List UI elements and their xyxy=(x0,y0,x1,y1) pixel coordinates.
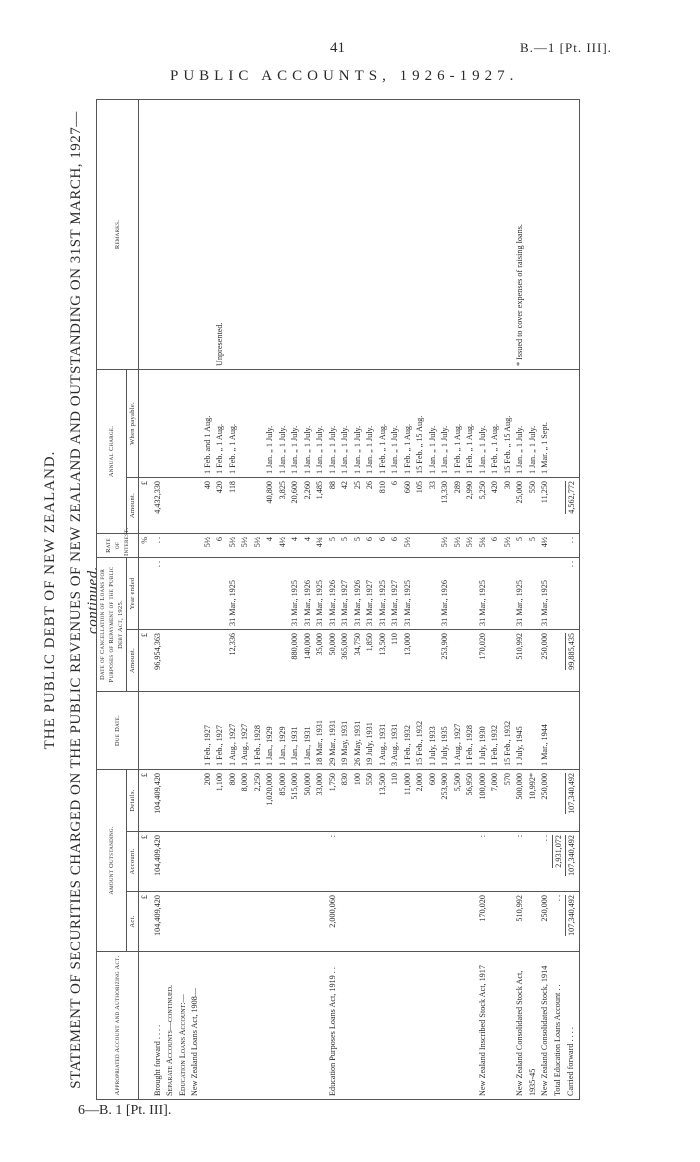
table-row xyxy=(552,99,566,1099)
cell: 4½ xyxy=(277,533,290,557)
currency-symbol: £ xyxy=(139,832,152,892)
cell: 1 Feb. „ 1 Aug. xyxy=(227,423,237,474)
cell: 1 Feb., 1928 xyxy=(252,725,262,766)
cell: 31 Mar., 1926 xyxy=(439,557,477,629)
total-education-amount: 2,931,072 xyxy=(552,835,566,868)
cell: 31 Mar., 1926 xyxy=(352,580,362,626)
cell: 250,000 xyxy=(539,629,552,691)
cell: 26 xyxy=(365,480,374,490)
rate-stack xyxy=(202,533,265,557)
cell: 40 xyxy=(202,480,212,490)
cell: 253,900 xyxy=(439,629,477,691)
cell: 1 Jan. „ 1 July. xyxy=(264,369,277,477)
currency-symbol: £ xyxy=(139,629,152,691)
due-stack xyxy=(289,691,439,769)
cancel-year-stack xyxy=(289,557,439,629)
cell: 35,000 xyxy=(315,632,324,656)
cell: 5½ xyxy=(465,536,474,548)
cell: 31 Mar., 1925 xyxy=(539,557,552,629)
cell: 5¼ xyxy=(477,536,487,548)
cell: 2,250 xyxy=(252,772,262,792)
table-row xyxy=(177,99,190,1099)
charge-stack xyxy=(289,477,439,533)
cell: 5½ xyxy=(440,536,449,548)
cell: 5½ xyxy=(227,536,237,548)
cell: 104,409,420 xyxy=(152,769,165,831)
due-stack xyxy=(202,691,265,769)
consolidated-stock-1914-label: New Zealand Consolidated Stock, 1914 xyxy=(539,952,552,1100)
cell: 10,992* xyxy=(527,772,537,800)
header-amount-outstanding: Amount Outstanding. xyxy=(97,769,127,951)
cell: 660 xyxy=(402,480,412,494)
cell: 5½ xyxy=(402,536,412,548)
table-row xyxy=(439,99,477,1099)
cell: 1 Jan. „ 1 July. xyxy=(277,369,290,477)
cell: 550 xyxy=(527,480,537,494)
cell: 40,800 xyxy=(264,477,277,533)
cell: 34,750 xyxy=(352,632,362,656)
table-subtitle: STATEMENT OF SECURITIES CHARGED ON THE PUBLIC REVENUES OF NEW ZEALAND AND OUTSTANDING ON 31ST MARCH, 1927—continued. xyxy=(68,111,101,1089)
header-when-payable: When payable. xyxy=(127,369,139,477)
header-annual-charge: Annual Charge. xyxy=(97,369,127,533)
cell: 510,992 xyxy=(514,892,539,952)
cell: 1 Feb. „ 1 Aug. xyxy=(490,423,499,474)
cell: 56,950 xyxy=(465,772,474,796)
details-stack xyxy=(289,769,439,831)
cell: 1 Jan., 1931 xyxy=(290,726,299,766)
table-row xyxy=(164,99,177,1099)
table-title: THE PUBLIC DEBT OF NEW ZEALAND. xyxy=(42,450,58,750)
cell: 420 xyxy=(215,480,224,494)
cell: 500,000 xyxy=(515,772,524,800)
cell: 5½ xyxy=(240,536,249,548)
cell: 25,000 xyxy=(515,480,524,504)
cell: 1 Feb. „ 1 Aug. xyxy=(377,423,387,474)
cell: 1 Feb. „ 1 Aug. xyxy=(452,423,462,474)
cell: 7,000 xyxy=(490,772,499,792)
cell: : xyxy=(477,832,515,892)
cell: 550 xyxy=(365,772,374,786)
cell: 8,000 xyxy=(240,772,249,792)
cell: 1 Jan. „ 1 July. xyxy=(440,425,449,474)
table-row xyxy=(514,99,539,1099)
cell: 1 Feb. and 1 Aug. xyxy=(202,415,212,474)
cell: 13,000 xyxy=(402,632,412,656)
cell: 31 Mar., 1927 xyxy=(390,580,399,626)
cell: 6 xyxy=(377,536,387,542)
cell: 1 Feb., 1932 xyxy=(490,725,499,766)
cell: 1,750 xyxy=(327,772,337,792)
cell: : xyxy=(327,835,337,838)
cell: 31 Mar., 1925 xyxy=(227,580,237,626)
cell: . . xyxy=(552,892,566,952)
cell: 1 Jan. „ 1 July. xyxy=(365,425,374,474)
cell: . . xyxy=(539,832,552,892)
cell: 1 Jan. „ 1 July. xyxy=(327,425,337,474)
cell: 5 xyxy=(527,536,537,542)
section-label xyxy=(164,952,177,1100)
cell: 50,000 xyxy=(327,632,337,656)
cell: 31 Mar., 1925 xyxy=(290,580,299,626)
header-cancellation: Date of Cancellation of Loans for Purposes of Repayment of the Public Debt Act, 1925. xyxy=(97,557,127,691)
education-account-label: Education Loans Account:— xyxy=(177,952,190,1100)
cell: 6 xyxy=(490,536,499,542)
cell: 570 xyxy=(502,772,512,786)
cell: 1 Jan. „ 1 July. xyxy=(477,425,487,474)
cell: 140,000 xyxy=(302,632,312,660)
cell: . . xyxy=(152,557,165,629)
cell: 1 Mar. „ 1 Sept. xyxy=(539,369,552,477)
cell: 4 xyxy=(302,536,312,542)
rate-stack xyxy=(289,533,439,557)
securities-table xyxy=(96,99,580,1100)
cell: 5 xyxy=(327,536,337,542)
cell: 1 Feb. „ 1 Aug. xyxy=(465,423,474,474)
cell: 1,485 xyxy=(315,480,324,500)
cell: 88 xyxy=(327,480,337,490)
cell: 13,500 xyxy=(377,772,387,796)
cell: 1 July, 1930 xyxy=(477,726,487,766)
currency-symbol: £ xyxy=(139,769,152,831)
cell: 4 xyxy=(290,536,299,542)
cell: 1 Jan. „ 1 July. xyxy=(515,425,524,474)
cell: 33,000 xyxy=(315,772,324,796)
cell: 18 Mar., 1931 xyxy=(315,720,324,766)
cell: 30 xyxy=(502,480,512,490)
document-reference: B.—1 [Pt. III]. xyxy=(520,40,612,55)
cell: 12,336 xyxy=(227,632,237,656)
header-remarks: Remarks. xyxy=(97,99,139,369)
currency-symbol: £ xyxy=(139,477,152,533)
header-account: Appropriated Account and Authorizing Act. xyxy=(97,952,139,1100)
cell: 1 Aug., 1927 xyxy=(240,723,249,766)
cell: . . xyxy=(565,533,579,557)
cell: 15 Feb. „ 15 Aug. xyxy=(415,415,424,474)
cell: 31 Mar., 1925 xyxy=(514,557,539,629)
table-row xyxy=(277,99,290,1099)
rotated-debt-table xyxy=(34,100,594,1100)
cell: 5 xyxy=(515,536,524,542)
cell: . . xyxy=(565,557,579,629)
cell: 105 xyxy=(415,480,424,494)
cell: 31 Mar., 1926 xyxy=(302,580,312,626)
cell: 600 xyxy=(427,772,437,786)
cell: 1 Feb. „ 1 Aug. xyxy=(402,423,412,474)
cell: 1 Jan., 1929 xyxy=(264,691,277,769)
cell: 5½ xyxy=(202,536,212,548)
cell: 26 May, 1931 xyxy=(352,720,362,766)
cell: 1 Jan. „ 1 July. xyxy=(302,425,312,474)
separate-accounts-label: Separate Accounts—continued. xyxy=(165,984,174,1096)
cell: 420 xyxy=(490,480,499,494)
cell: 31 Mar., 1925 xyxy=(315,580,324,626)
cell: 1,100 xyxy=(215,772,224,792)
table-row xyxy=(565,99,579,1099)
cell: 33 xyxy=(427,480,437,490)
table-row xyxy=(264,99,277,1099)
cell: 830 xyxy=(340,772,349,786)
cell: 2,990 xyxy=(465,480,474,500)
cell: 6 xyxy=(365,536,374,542)
cell: 1 Jan. „ 1 July. xyxy=(340,425,349,474)
cell: 1 Aug., 1927 xyxy=(227,723,237,766)
header-charge-amount: Amount. xyxy=(127,477,139,533)
cell: 110 xyxy=(390,632,399,645)
cell: 104,409,420 xyxy=(152,832,165,892)
cell: 31 Mar., 1925 xyxy=(402,580,412,626)
running-heading: PUBLIC ACCOUNTS, 1926-1927. xyxy=(170,68,519,84)
header-details: Details. xyxy=(127,769,139,831)
cell: 5,500 xyxy=(452,772,462,792)
cell: 4½ xyxy=(539,533,552,557)
remark-expenses-footnote: * Issued to cover expenses of raising loans. xyxy=(514,99,539,369)
currency-symbol: £ xyxy=(139,892,152,952)
table-row xyxy=(139,99,152,1099)
cell: 1 July, 1933 xyxy=(427,726,437,766)
cell: 365,000 xyxy=(340,632,349,660)
cell: 1 July, 1935 xyxy=(440,726,449,766)
percent-symbol: % xyxy=(139,533,152,557)
cell: 15 Feb. „ 15 Aug. xyxy=(502,415,512,474)
cell: 4¾ xyxy=(315,536,324,548)
cell: 1 Aug., 1927 xyxy=(452,723,462,766)
cell: 810 xyxy=(377,480,387,494)
cell: 515,000 xyxy=(290,772,299,800)
education-purposes-act-label: Education Purposes Loans Act, 1919 . . xyxy=(327,967,337,1096)
header-acct: Account. xyxy=(127,832,139,892)
header-cancel-amount: Amount. xyxy=(127,629,139,691)
header-act: Act. xyxy=(127,892,139,952)
cell: 107,340,492 xyxy=(565,835,579,876)
inscribed-stock-act-label: New Zealand Inscribed Stock Act, 1917 xyxy=(477,952,515,1100)
remark-unpresented: Unpresented. xyxy=(215,322,224,366)
cell: 800 xyxy=(227,772,237,786)
carried-forward-label: Carried forward . . . . xyxy=(565,952,579,1100)
header-year-ended: Year ended xyxy=(127,557,139,629)
consolidated-stock-act-label: New Zealand Consolidated Stock Act, 1935-45 xyxy=(514,952,539,1100)
cell: 13,330 xyxy=(440,480,449,504)
page-number: 41 xyxy=(330,40,345,56)
cell: 250,000 xyxy=(539,769,552,831)
cell: 29 Mar., 1931 xyxy=(327,720,337,766)
cell: 1,850 xyxy=(365,632,374,652)
cell: 20,600 xyxy=(290,480,299,504)
cell: 31 Mar., 1926 xyxy=(327,580,337,626)
brought-forward-label: Brought forward . . . . xyxy=(152,952,165,1100)
cell: 170,020 xyxy=(477,892,515,952)
cell: 85,000 xyxy=(277,769,290,831)
cell: : xyxy=(514,832,539,892)
cell: 1 Jan. „ 1 July. xyxy=(315,425,324,474)
when-stack xyxy=(289,369,439,477)
table-row xyxy=(289,99,439,1099)
page-footer: 6—B. 1 [Pt. III]. xyxy=(78,1103,172,1118)
cell: 107,340,492 xyxy=(565,773,579,814)
cell: 3,825 xyxy=(277,477,290,533)
cell: 1 Aug., 1931 xyxy=(377,723,387,766)
cell: 107,340,492 xyxy=(565,895,579,936)
cell: 253,900 xyxy=(440,772,449,800)
cell: 1 Feb., 1927 xyxy=(215,725,224,766)
cell: 6 xyxy=(390,480,399,486)
total-education-label: Total Education Loans Account . . xyxy=(552,952,566,1100)
cell: 13,500 xyxy=(377,632,387,656)
cell: 42 xyxy=(340,480,349,490)
cell: 96,954,363 xyxy=(152,629,165,691)
cell: 100 xyxy=(352,772,362,786)
header-due-date: Due Date. xyxy=(97,691,139,769)
cell: 25 xyxy=(352,480,362,490)
cell: 1 Jan. „ 1 July. xyxy=(290,425,299,474)
cell: 1 Feb., 1927 xyxy=(202,725,212,766)
cell: 31 Mar., 1925 xyxy=(377,580,387,626)
cell: 50,000 xyxy=(302,772,312,796)
cell: 1,020,000 xyxy=(264,769,277,831)
cell: 1 Jan., 1931 xyxy=(302,726,312,766)
cell: 200 xyxy=(202,772,212,786)
cell: 31 Mar., 1925 xyxy=(477,557,515,629)
cell: 5½ xyxy=(452,536,462,548)
cell: 1 Feb. „ 1 Aug. xyxy=(215,423,224,474)
cell: 100,000 xyxy=(477,772,487,800)
cell: 15 Feb., 1932 xyxy=(415,720,424,766)
details-stack xyxy=(202,769,265,831)
cell: 31 Mar., 1927 xyxy=(340,580,349,626)
header-rate: Rate of Interest. xyxy=(97,533,139,557)
cell: 1 Jan., 1929 xyxy=(277,691,290,769)
cell: 1 Jan. „ 1 July. xyxy=(390,425,399,474)
cell: 104,409,420 xyxy=(152,892,165,952)
cell: 4,562,772 xyxy=(565,481,579,514)
cell: 1 Jan. „ 1 July. xyxy=(352,425,362,474)
cancel-amount-stack xyxy=(289,629,439,691)
cell: 5,250 xyxy=(477,480,487,500)
cell: 5½ xyxy=(252,536,262,548)
table-row xyxy=(477,99,515,1099)
cell: 2,000,060 xyxy=(327,895,337,928)
cell: 250,000 xyxy=(539,892,552,952)
table-row xyxy=(202,99,265,1099)
cell: . . xyxy=(152,533,165,557)
cell: 31 Mar., 1927 xyxy=(365,580,374,626)
cell: 1 Mar., 1944 xyxy=(539,691,552,769)
cell: 1 Feb., 1928 xyxy=(465,725,474,766)
cell: 118 xyxy=(227,480,237,493)
cell: 1 Jan. „ 1 July. xyxy=(527,425,537,474)
table-row xyxy=(189,99,202,1099)
cell: 510,992 xyxy=(514,629,539,691)
table-row xyxy=(539,99,552,1099)
cell: 6 xyxy=(390,536,399,542)
cell: 1 Jan. „ 1 July. xyxy=(427,425,437,474)
cell: 19 May, 1931 xyxy=(340,720,349,766)
cell: 19 July, 1931 xyxy=(365,722,374,766)
cell: 5½ xyxy=(502,536,512,548)
cell: 170,020 xyxy=(477,629,515,691)
cell: 3 Aug., 1931 xyxy=(390,723,399,766)
loans-act-label: New Zealand Loans Act, 1908— xyxy=(189,952,202,1100)
cell: 6 xyxy=(215,536,224,542)
cell: 11,250 xyxy=(539,477,552,533)
cell: 5 xyxy=(340,536,349,542)
cell: 1 July, 1945 xyxy=(514,691,539,769)
table-row xyxy=(152,99,165,1099)
cell: 5 xyxy=(352,536,362,542)
cell: 15 Feb., 1932 xyxy=(502,720,512,766)
cell: 1 Feb., 1932 xyxy=(402,725,412,766)
cell: 4,432,330 xyxy=(152,477,165,533)
cell: 99,885,435 xyxy=(565,633,579,670)
cell: 110 xyxy=(390,772,399,785)
cell: 880,000 xyxy=(290,632,299,660)
cell: 11,000 xyxy=(402,772,412,796)
cell: 2,000 xyxy=(415,772,424,792)
cell: 2,260 xyxy=(302,480,312,500)
cell: 4 xyxy=(264,533,277,557)
cell: 289 xyxy=(452,480,462,494)
